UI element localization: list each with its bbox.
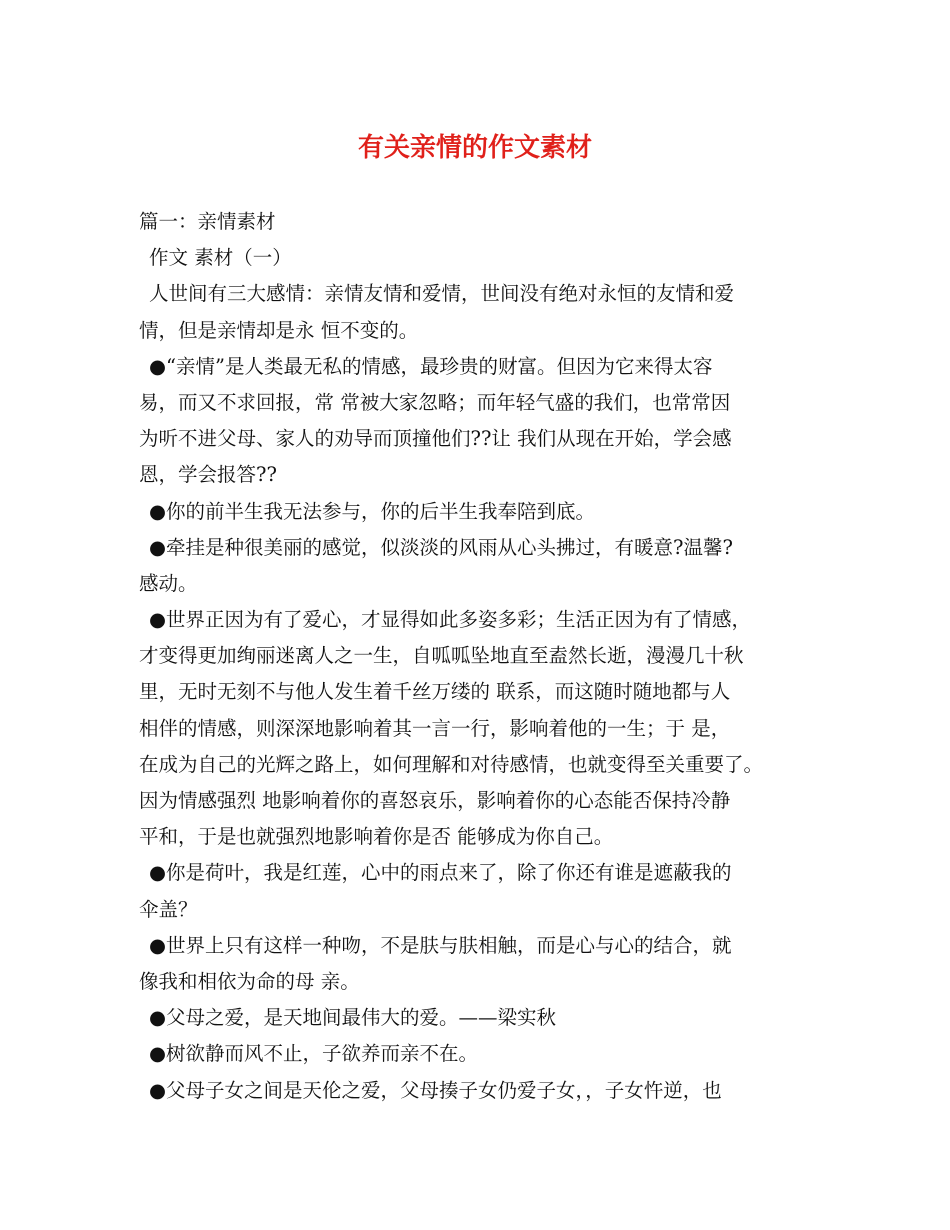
text-line: 人世间有三大感情：亲情友情和爱情，世间没有绝对永恒的友情和爱 <box>149 282 735 306</box>
text-line: ●“亲情”是人类最无私的情感，最珍贵的财富。但因为它来得太容 <box>149 354 713 378</box>
document-title: 有关亲情的作文素材 <box>357 133 592 163</box>
text-line: 相伴的情感，则深深地影响着其一言一行，影响着他的一生；于 是， <box>139 716 731 740</box>
text-line: ●你的前半生我无法参与，你的后半生我奉陪到底。 <box>149 499 596 523</box>
text-line: 感动。 <box>139 571 198 595</box>
text-line: 恩，学会报答?? <box>139 463 277 487</box>
text-line: ●父母子女之间是天伦之爱，父母揍子女仍爱子女，，子女忤逆，也 <box>149 1078 722 1102</box>
text-line: 因为情感强烈 地影响着你的喜怒哀乐，影响着你的心态能否保持冷静 <box>139 789 731 812</box>
text-line: 作文 素材（一） <box>149 246 292 270</box>
text-line: 易，而又不求回报，常 常被大家忽略；而年轻气盛的我们，也常常因 <box>139 390 731 414</box>
text-line: 才变得更加绚丽迷离人之一生，自呱呱坠地直至盍然长逝，漫漫几十秋 <box>139 644 744 668</box>
text-line: ●你是荷叶，我是红莲，心中的雨点来了，除了你还有谁是遮蔽我的 <box>149 861 732 885</box>
text-line: 为听不进父母、家人的劝导而顶撞他们??让 我们从现在开始，学会感 <box>139 427 732 451</box>
text-line: 伞盖？ <box>139 897 198 921</box>
document-body <box>139 204 829 1109</box>
text-line: ●树欲静而风不止，子欲养而亲不在。 <box>149 1042 479 1066</box>
text-line: ●父母之爱，是天地间最伟大的爱。——梁实秋 <box>149 1006 557 1030</box>
text-line: 平和，于是也就强烈地影响着你是否 能够成为你自己。 <box>139 825 614 849</box>
text-line: ●牵挂是种很美丽的感觉，似淡淡的风雨从心头拂过，有暖意?温馨? <box>149 535 733 559</box>
text-line: 像我和相依为命的母 亲。 <box>139 969 360 993</box>
text-line: 在成为自己的光辉之路上，如何理解和对待感情，也就变得至关重要了。 <box>139 752 764 776</box>
text-line: ●世界上只有这样一种吻，不是肤与肤相触，而是心与心的结合，就 <box>149 933 732 957</box>
text-line: 里，无时无刻不与他人发生着千丝万缕的 联系，而这随时随地都与人 <box>139 680 731 704</box>
text-line: 情，但是亲情却是永 恒不变的。 <box>139 318 419 342</box>
text-line: ●世界正因为有了爱心，才显得如此多姿多彩；生活正因为有了情感， <box>149 608 752 632</box>
text-line: 篇一：亲情素材 <box>139 210 276 233</box>
